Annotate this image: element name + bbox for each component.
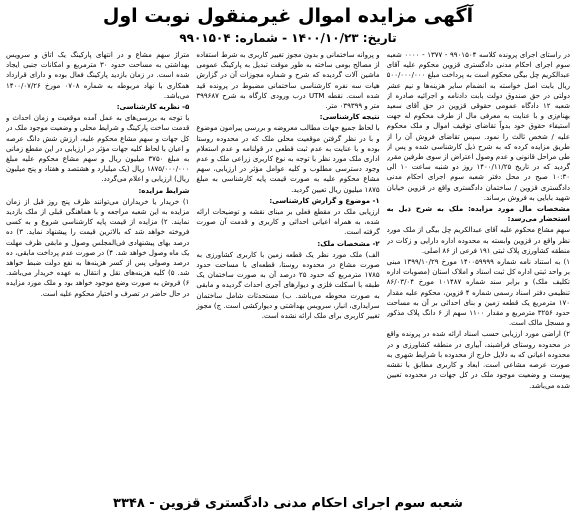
- body-paragraph: سهم مشاع محکوم علیه آقای عبدالکریم چل بیگی از ملک مورد نظر واقع در قزوین وابسته به محدوده اداره دارایی و زکات در منطقه کشاورزی پلاک ثبتی ۱۹۱ فرعی از ۸۶ اصلی.: [386, 226, 570, 255]
- notice-title: آگهی مزایده اموال غیرمنقول نوبت اول: [102, 5, 474, 27]
- body-paragraph: ارزیابی ملک در مقطع فعلی بر مبنای نقشه و توضیحات ارائه شده، به همراه اعیانی احداثی و کاربری و قدمت آن صورت گرفته است.: [196, 208, 380, 237]
- body-paragraph: در راستای اجرای پرونده کلاسه ۹۹۰۱۵۰۴ - ۱۳۷۷ - ۰۰۰۰ شعبه سوم اجرای احکام مدنی دادگستری قزوین محکوم علیه آقای عبدالکریم چل بیگی محکوم است به پرداخت مبلغ ۵۰۰/۰۰۰/۰۰۰ ریال بابت اصل خواسته به انضمام سایر هزینه‌ها و نیم عشر دولتی در حق صندوق دولت بابت دادنامه و اجرائیه صادره از شعبه ۱۲ دادگاه عمومی حقوقی قزوین در حق آقای سعید بهنام‌زی و با عنایت به معرفی مال از طرف محکوم له جهت استیفاء حقوق خود بدواً تقاضای توقیف اموال و ملک محکوم علیه / شخص ثالث را نمود. سپس تقاضای فروش آن را از طریق مزایده کرده که به شرح ذیل کارشناسی شده و پس از طی مراحل قانونی و عدم وصول اعتراض از سوی طرفین مقرر گردید که در تاریخ ۱۴۰۰/۱۱/۲۵ روز دو شنبه ساعت ۱۰ الی ۱۰:۳۰ صبح در محل دفتر شعبه سوم اجرای احکام مدنی دادگستری قزوین / ساختمان دادگستری واقع در قزوین خیابان شهید بابایی به فروش برساند.: [386, 51, 570, 202]
- section-heading: ۱- موضوع و گزارش کارشناسی:: [269, 196, 380, 205]
- section-heading: ۲- مشخصات ملک:: [317, 239, 380, 248]
- section-heading: مشخصات مال مورد مزایده: ملک به شرح ذیل به استحضار می‌رسد:: [386, 205, 570, 224]
- body-paragraph: و پروانه ساختمانی و بدون مجوز تغییر کاربری به شرط استفاده از مصالح بومی ساخته به طور موقت تبدیل به پارکینگ عمومی ماشین آلات گردیده که شرح و شماره مجوزات آن در گزارش هیات سه نفره کارشناسی ساختمانی مضبوط در پرونده قید شده است. نقطه UTM درب ورودی کارگاه به شرح ۳۹۹۶۸۷ متر و ۰۳۹۳۹۹ متر.: [196, 51, 380, 111]
- column-right: [387, 50, 570, 490]
- section-heading: ۵- نظریه کارشناسی:: [116, 103, 190, 112]
- body-paragraph: با لحاظ جمیع جهات مطالب معروضه و بررسی پیرامون موضوع و با در نظر گرفتن موقعیت محلی ملک که در محدوده روستا بوده و با عنایت به عدم ثبت قطعی در قولنامه و عدم استعلام اداری ملک مورد نظر با توجه به نوع کاربری زراعی ملک و عدم وجود دسترسی مطلوب و کلیه عوامل مؤثر در ارزیابی، سهم مشاع محکوم علیه به صورت قیمت پایه کارشناسی به مبلغ ۱۸۷۵ میلیون ریال تعیین گردید.: [196, 124, 380, 194]
- notice-date-number: تاریخ: ۱۴۰۰/۱۰/۲۳ - شماره: ۹۹۰۱۵۰۴: [179, 31, 397, 45]
- notice-body: [6, 50, 570, 490]
- body-paragraph: ۱) خریدار یا خریداران می‌توانند ظرف پنج روز قبل از زمان مزایده به این شعبه مراجعه و با هماهنگی قبلی از ملک بازدید نمایند. ۲) مزایده از قیمت پایه کارشناسی شروع و به کسی فروخته خواهد شد که بالاترین قیمت را پیشنهاد نماید. ۳) ده درصد بهای پیشنهادی فی‌المجلس وصول و مابقی ظرف مهلت یک ماه وصول خواهد شد. ۴) در صورت عدم پرداخت مابقی، ده درصد وصولی پس از کسر هزینه‌ها به نفع دولت ضبط خواهد شد. ۵) کلیه هزینه‌های نقل و انتقال به عهده خریدار می‌باشد. ۶) فروش به صورت وضع موجود خواهد بود و ملک مورد مزایده در حال حاضر در تصرف و اختیار محکوم علیه است.: [6, 197, 190, 298]
- column-middle: [196, 50, 379, 490]
- body-paragraph: الف) ملک مورد نظر یک قطعه زمین با کاربری کشاورزی به صورت مشاع در محدوده روستا، قطعه‌ای با مساحت حدود ۱۷۸۵ مترمربع که حدود ۲۵ درصد آن به صورت ساختمان یک طبقه با اسکلت فلزی و دیوارهای آجری احداث گردیده و مابقی به صورت محوطه می‌باشد. ب) مستحدثات شامل ساختمان سرایداری، انبار، سرویس بهداشتی و دیوارکشی است. ج) مجوز تغییر کاربری برای ملک ارائه نشده است.: [196, 250, 380, 321]
- body-paragraph: ۲) اراضی مورد ارزیابی حسب اسناد ارائه شده در پرونده واقع در محدوده روستای فراشبند، آبیاری در منطقه کشاورزی و در محدوده اعیانی که به دلایل خارج از محدوده با شرایط شهری به صورت عرصه مشاعی است. ابعاد و کاربری مطابق با نقشه پیوست و وضعیت موجود ملک در کل جهات در محدوده تعیین شده می‌باشد.: [386, 330, 570, 390]
- column-left: [6, 50, 189, 490]
- body-paragraph: با توجه به بررسی‌های به عمل آمده موقعیت و زمان احداث و قدمت ساخت پارکینگ و شرایط محلی و وضعیت موجود ملک در کل جهات و سهم مشاع محکوم علیه، ارزش شش دانگ عرصه و اعیان با لحاظ کلیه جهات مؤثر در ارزیابی در این مقطع زمانی به مبلغ ۳۷۵۰ میلیون ریال و سهم مشاع محکوم علیه مبلغ ۱۸۷۵/۰۰۰/۰۰۰ ریال (یک میلیارد و هشتصد و هفتاد و پنج میلیون ریال) ارزیابی و اعلام می‌گردد.: [6, 114, 190, 184]
- issuing-authority: شعبه سوم اجرای احکام مدنی دادگستری قزوین - ۳۳۴۸: [113, 496, 463, 511]
- section-heading: شرایط مزایده:: [138, 186, 190, 195]
- body-paragraph: متراژ سهم مشاع و در انتهای پارکینگ یک اتاق و سرویس بهداشتی به مساحت حدود ۳۰ مترمربع و امکانات جنبی ایجاد شده است. در زمان بازدید پارکینگ فعال بوده و دارای قرارداد همکاری با نهاد مربوطه به شماره ۰۷۰۸ مورخ ۱۴۰۰/۰۷/۲۶ می‌باشد.: [6, 51, 190, 100]
- body-paragraph: ۱) به استناد نامه شماره ۱۴۰۰۵۹۹۹۹ مورخ ۱۳۹۹/۱۰/۲۹ مبنی بر واحد ثبتی اداره کل ثبت اسناد و املاک استان (مصوبات اداره تکلیف ملک) و برابر سند شماره ۱۰۱۴۸۷ مورخ ۸۶/۰۳/۰۴ تنظیمی دفتر اسناد رسمی شماره ۴ قزوین، محکوم علیه مقدار ۱۷۰ مترمربع یک قطعه زمین و بنای احداثی بر آن به مساحت حدود ۳۲۵۶ مترمربع و مقدار ۱۱۰۰ سهم از ۶ دانگ پلاک مذکور و مسجل مالک است.: [386, 258, 570, 328]
- section-heading: نتیجه کارشناسی:: [319, 113, 380, 122]
